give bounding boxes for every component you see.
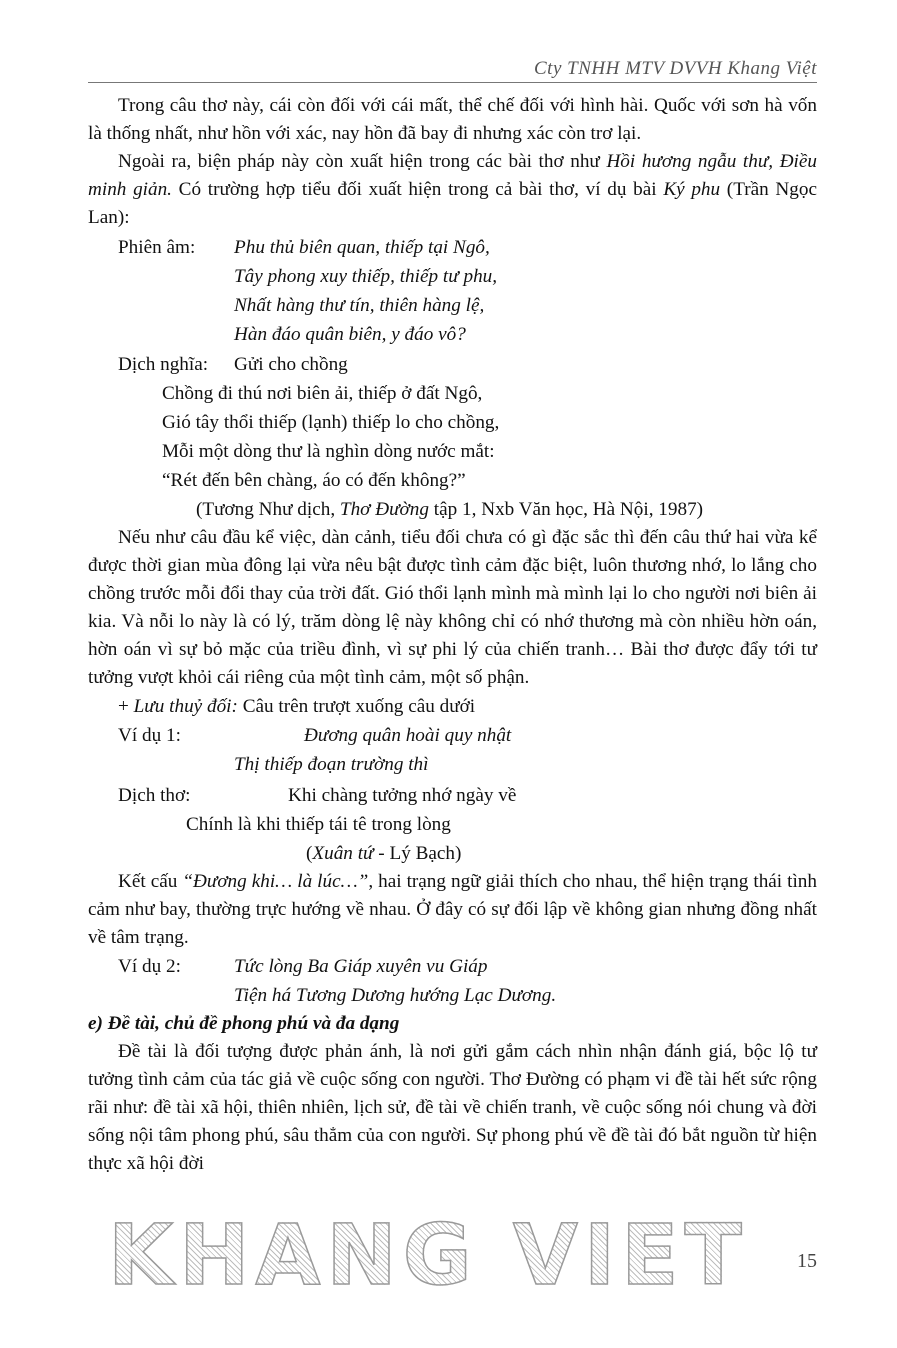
translation-source: (Tương Như dịch, Thơ Đường tập 1, Nxb Văn học, Hà Nội, 1987) (196, 499, 704, 520)
paragraph-5: Đề tài là đối tượng được phản ánh, là nơi gửi gắm cách nhìn nhận đánh giá, bộc lộ tư tưởng tình cảm của tác giả về cuộc sống con người. Thơ Đường có phạm vi đề tài hết sức rộng rãi như: đề tài xã hội, thiên nhiên, lịch sử, đề tài về chiến tranh, về cuộc sống nói chung và đời sống nội tâm phong phú, sâu thẳm của con người. Sự phong phú về đề tài đó bắt nguồn từ hiện thực xã hội đời (88, 1041, 817, 1174)
poem-line: Phu thủ biên quan, thiếp tại Ngô, (234, 237, 490, 258)
translation-dich-nghia (88, 350, 817, 524)
poem-line: Tức lòng Ba Giáp xuyên vu Giáp (234, 956, 488, 977)
paragraph-1: Trong câu thơ này, cái còn đối với cái mất, thể chế đối với hình hài. Quốc với sơn hà vốn là thống nhất, như hồn với xác, nay hồn đã bay đi nhưng xác còn trơ lại. (88, 95, 817, 144)
poem-line: Tây phong xuy thiếp, thiếp tư phu, (234, 266, 498, 287)
example-1-label: Ví dụ 1: (118, 725, 181, 746)
example-1 (88, 721, 817, 868)
translation-title: Gửi cho chồng (234, 354, 348, 375)
poem-line: Tiện há Tương Dương hướng Lạc Dương. (234, 985, 557, 1006)
paragraph-3: Nếu như câu đầu kể việc, dàn cảnh, tiểu đối chưa có gì đặc sắc thì đến câu thứ hai vừa kể được thời gian mùa đông lại vừa nêu bật được tình cảm đặc biệt, luôn thương nhớ, lo lắng cho chồng trước mỗi đổi thay của trời đất. Gió thổi lạnh mình mà mình lại lo cho người nơi biên ải kia. Và nỗi lo này là có lý, trăm dòng lệ này không chỉ có nhớ thương mà còn nhiều hờn oán, hờn oán vì sự bỏ mặc của triều đình, vì sự phi lý của chiến tranh… Bài thơ được đẩy tới tư tưởng vượt khỏi cái riêng của một tình cảm, một số phận. (88, 527, 817, 688)
translation-line: Gió tây thổi thiếp (lạnh) thiếp lo cho chồng, (162, 412, 500, 433)
translation-line: Chồng đi thú nơi biên ải, thiếp ở đất Ngô, (162, 383, 483, 404)
translation-line: Mỗi một dòng thư là nghìn dòng nước mắt: (162, 441, 495, 462)
header-rule (88, 82, 817, 83)
poem-line: Thị thiếp đoạn trường thì (234, 754, 429, 775)
example-2-label: Ví dụ 2: (118, 956, 181, 977)
paragraph-2-text-a: Ngoài ra, biện pháp này còn xuất hiện trong các bài thơ như (118, 151, 607, 172)
poem-line: Đương quân hoài quy nhật (304, 725, 512, 746)
luu-thuy-doi-line: + Lưu thuỷ đối: Câu trên trượt xuống câu dưới (118, 696, 476, 717)
translation-line: Chính là khi thiếp tái tê trong lòng (186, 814, 451, 835)
phien-am-label: Phiên âm: (118, 237, 196, 258)
section-heading-e: e) Đề tài, chủ đề phong phú và đa dạng (88, 1013, 400, 1034)
poem-line: Nhất hàng thư tín, thiên hàng lệ, (234, 295, 485, 316)
running-header: Cty TNHH MTV DVVH Khang Việt (534, 58, 817, 79)
paragraph-2-title-hoi-huong: Hồi hương ngẫu thư, Điều minh giản. (88, 151, 817, 200)
khang-viet-watermark: KHANG VIET (108, 1206, 748, 1304)
example-2 (88, 952, 817, 1010)
paragraph-2 (88, 148, 817, 232)
paragraph-2-title-ky-phu: Ký phu (663, 179, 721, 200)
poem-line: Hàn đáo quân biên, y đáo vô? (234, 324, 466, 345)
page-body (88, 92, 817, 1178)
dich-tho-label: Dịch thơ: (118, 785, 191, 806)
example-1-source: (Xuân tứ - Lý Bạch) (306, 843, 462, 864)
poem-phien-am (88, 233, 817, 349)
dich-nghia-label: Dịch nghĩa: (118, 354, 209, 375)
paragraph-2-text-c: Có trường hợp tiểu đối xuất hiện trong cả bài thơ, ví dụ bài (171, 179, 664, 200)
page-number: 15 (797, 1250, 817, 1272)
paragraph-4: Kết cấu “Đương khi… là lúc…”, hai trạng ngữ giải thích cho nhau, thể hiện trạng thái tình cảm như bay, thường trực hướng về nhau. Ở đây có sự đối lập về không gian nhưng đồng nhất về tâm trạng. (88, 871, 817, 948)
translation-line: “Rét đến bên chàng, áo có đến không?” (162, 470, 466, 491)
paragraph-2-text-e: (Trần Ngọc Lan): (88, 179, 817, 228)
translation-line: Khi chàng tưởng nhớ ngày về (288, 785, 517, 806)
